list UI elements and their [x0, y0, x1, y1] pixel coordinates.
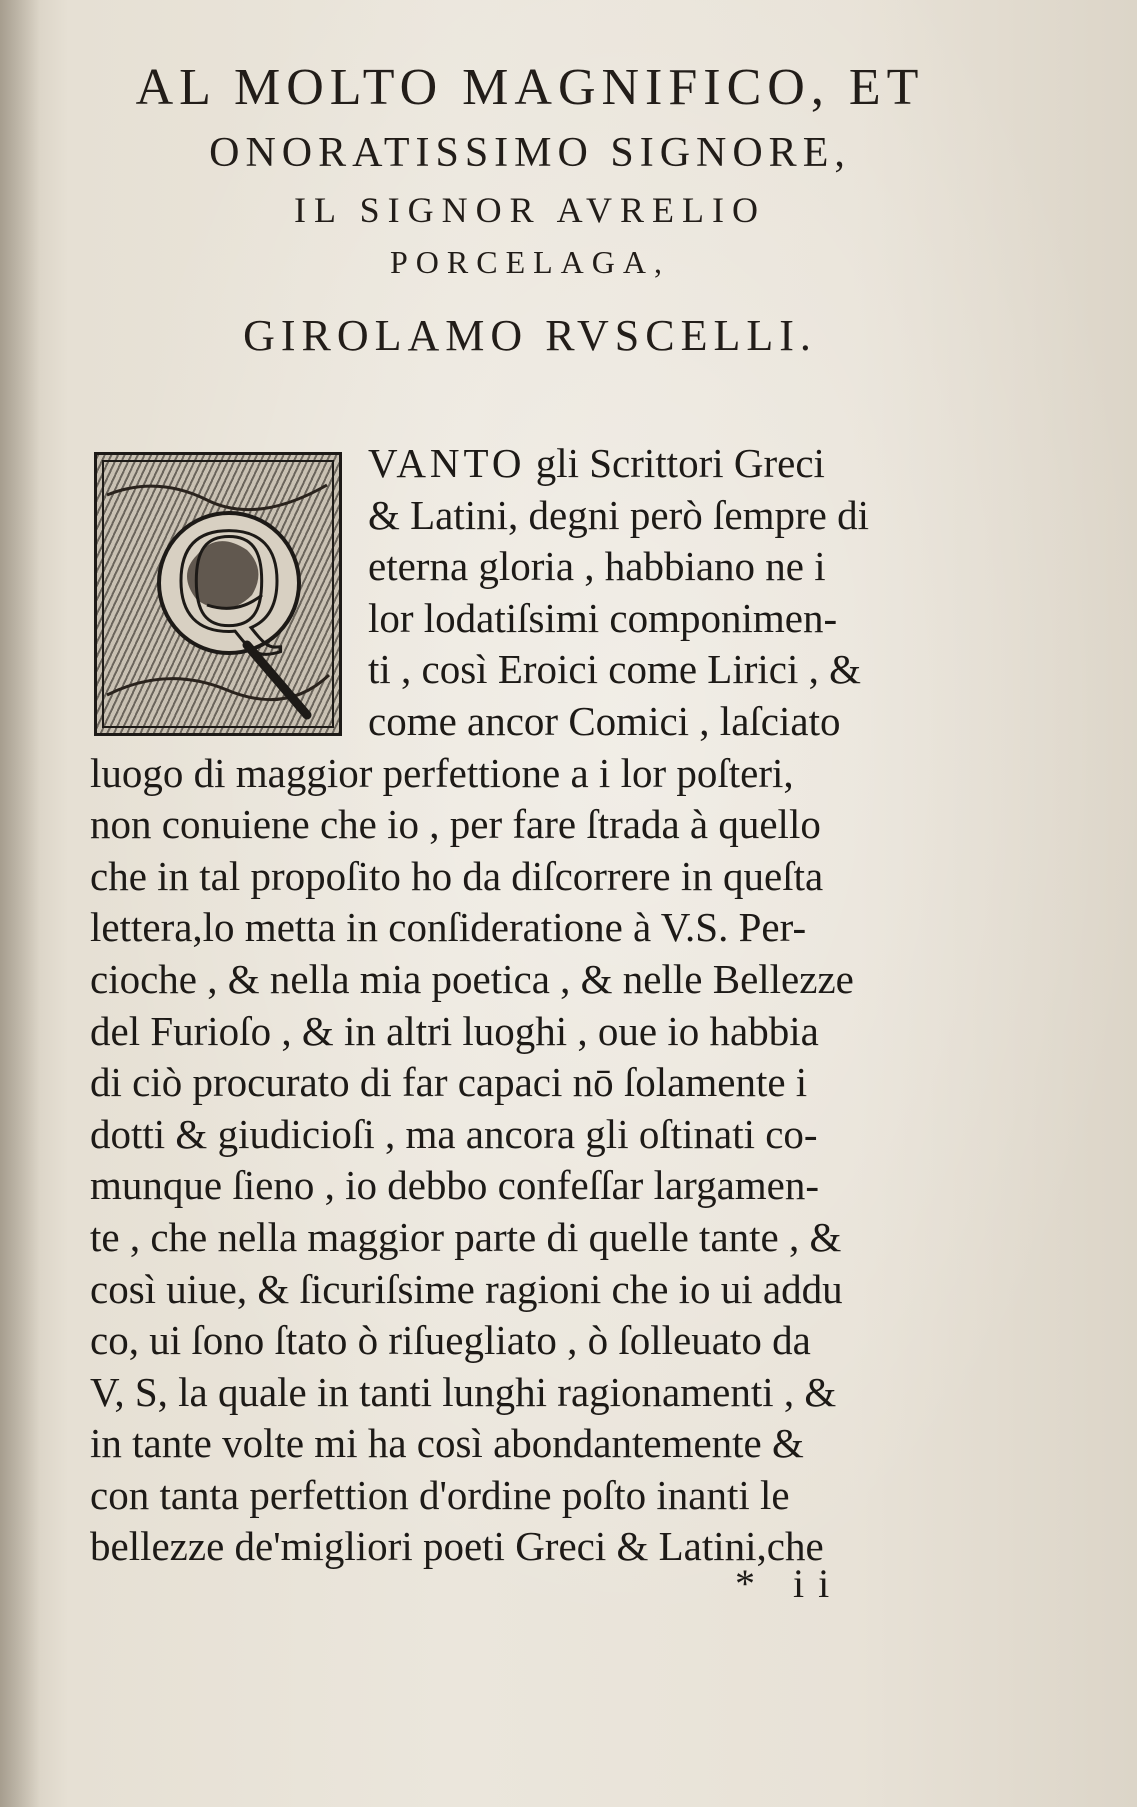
text-line: di ciò procurato di far capaci nō ſolamente i [90, 1059, 808, 1106]
text-line: bellezze de'migliori poeti Greci & Latini,che [90, 1523, 824, 1570]
author-name: GIROLAMO RVSCELLI. [243, 311, 817, 360]
signature-mark: * ii [735, 1561, 844, 1606]
heading-line-1: AL MOLTO MAGNIFICO, ET [135, 59, 925, 116]
text-line: luogo di maggior perfettione a i lor poſteri, [90, 749, 794, 796]
text-line: ti , così Eroici come Lirici , & [368, 646, 862, 693]
heading-line-4: PORCELAGA, [389, 244, 670, 280]
text-line: cioche , & nella mia poetica , & nelle Bellezze [90, 955, 854, 1002]
text-line: co, ui ſono ſtato ò riſuegliato , ò ſolleuato da [90, 1317, 811, 1364]
text-line: in tante volte mi ha così abondantemente & [90, 1420, 804, 1467]
text-line: così uiue, & ſicuriſsime ragioni che io ui addu [90, 1265, 843, 1312]
text-line: che in tal propoſito ho da diſcorrere in queſta [90, 852, 824, 899]
text-line: lettera,lo metta in conſideratione à V.S. Per- [90, 904, 807, 951]
text-line: come ancor Comici , laſciato [368, 697, 841, 744]
text-line: lor lodatiſsimi componimen- [368, 594, 838, 641]
text-line-content: gli Scrittori Greci [525, 440, 825, 486]
heading-line-3: IL SIGNOR AVRELIO [293, 190, 766, 230]
text-line [90, 438, 990, 490]
drop-cap-glyph: Q [174, 497, 284, 663]
text-line: eterna gloria , habbiano ne i [368, 543, 826, 590]
lead-capitals: VANTO [368, 440, 526, 486]
text-line: del Furioſo , & in altri luoghi , oue io habbia [90, 1007, 819, 1054]
text-line: te , che nella maggior parte di quelle tante , & [90, 1213, 842, 1260]
heading-line-2: ONORATISSIMO SIGNORE, [209, 130, 851, 176]
text-line: non conuiene che io , per fare ſtrada à quello [90, 801, 821, 848]
text-line: dotti & giudicioſi , ma ancora gli oſtinati co- [90, 1110, 818, 1157]
letter-body [90, 438, 990, 1573]
text-line: munque ſieno , io debbo confeſſar largamen- [90, 1162, 820, 1209]
dedication-heading [70, 59, 990, 360]
text-line: con tanta perfettion d'ordine poſto inanti le [90, 1471, 790, 1518]
text-line: & Latini, degni però ſempre di [368, 491, 869, 538]
page-gutter-shadow [0, 0, 40, 1807]
text-line: V, S, la quale in tanti lunghi ragionamenti , & [90, 1368, 837, 1415]
